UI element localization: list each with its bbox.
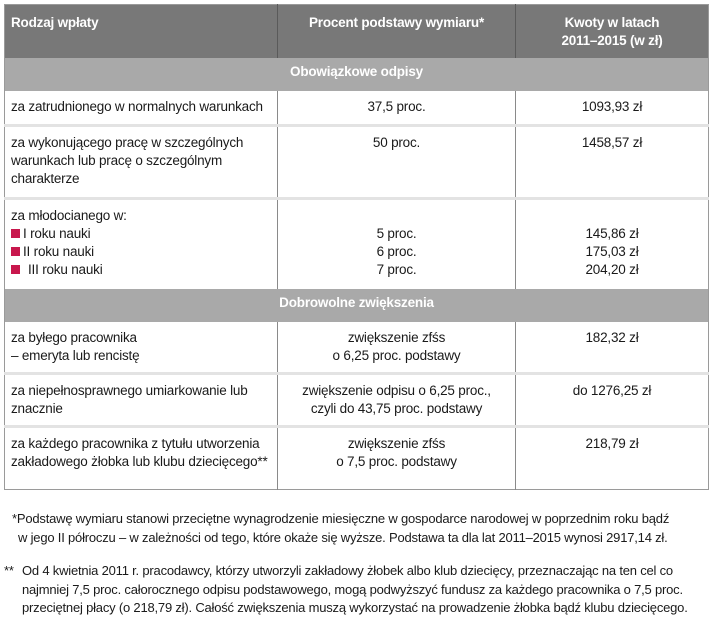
footnote-line: Od 4 kwietnia 2011 r. pracodawcy, którzy utworzyli zakładowy żłobek albo klub dziecięcy, przeznaczając na ten cel co [22,563,673,578]
row-percent: 37,5 proc. [278,91,516,126]
row-percent [278,374,516,427]
square-bullet-icon [11,265,20,274]
footnote-line: przeciętnej płacy (o 218,79 zł). Całość zwiększenia muszą wykorzystać na prowadzenie żłobka bądź klubu dziecięcego. [22,600,688,615]
sub-item-label: I roku nauki [23,226,91,241]
row-percent-line: o 6,25 proc. podstawy [332,348,461,363]
row-type-line: charakterze [11,171,80,186]
row-amount: 218,79 zł [516,427,709,490]
footnote-line: *Podstawę wymiaru stanowi przeciętne wynagrodzenie miesięczne w gospodarce narodowej w poprzednim roku bądź [12,511,670,526]
table-row [5,91,709,126]
section-row-voluntary [5,289,709,322]
row-percent-line: zwiększenie odpisu o 6,25 proc., [302,383,491,398]
row-percent [278,199,516,290]
row-type-line: za byłego pracownika [11,330,137,345]
row-type [5,322,278,374]
header-amounts [516,5,709,59]
header-contribution-type: Rodzaj wpłaty [5,5,278,59]
row-type-heading: za młodocianego w: [11,208,127,223]
row-percent: 50 proc. [278,126,516,199]
row-type: za zatrudnionego w normalnych warunkach [11,99,263,114]
header-amounts-line1: Kwoty w latach [564,15,660,30]
row-type-line: za każdego pracownika z tytułu utworzenia [11,436,260,451]
row-type-line: zakładowego żłobka lub klubu dziecięcego** [11,454,268,469]
row-type-line: znacznie [11,401,63,416]
row-type-line: za wykonującego pracę w szczególnych [11,135,244,150]
table-row [5,427,709,490]
footnote-base [12,510,702,547]
section-title: Dobrowolne zwiększenia [5,289,709,322]
sub-item-percent: 7 proc. [376,262,417,277]
table-row [5,126,709,199]
header-amounts-line2: 2011–2015 (w zł) [561,33,663,48]
row-percent-line: zwiększenie zfśs [347,436,446,451]
sub-item-amount: 204,20 zł [585,262,639,277]
row-amount: 1093,93 zł [516,91,709,126]
square-bullet-icon [11,229,20,238]
row-type-line: warunkach lub pracę o szczególnym [11,153,223,168]
footnote-line: najmniej 7,5 proc. całorocznego odpisu podstawowego, mogą podwyższyć fundusz za każdego pracownika o 7,5 proc. [22,581,683,597]
row-percent-line: czyli do 43,75 proc. podstawy [310,401,483,416]
row-type-line: za niepełnosprawnego umiarkowanie lub [11,383,248,398]
sub-item-amount: 175,03 zł [585,244,639,259]
row-type [5,427,278,490]
section-row-mandatory [5,58,709,91]
row-type [5,199,278,290]
row-percent [278,322,516,374]
row-amount: 1458,57 zł [516,126,709,199]
row-amount: 182,32 zł [516,322,709,374]
row-percent [278,427,516,490]
sub-item-amount: 145,86 zł [585,226,639,241]
row-amount: do 1276,25 zł [516,374,709,427]
row-percent-line: zwiększenie zfśs [347,330,446,345]
footnote-line: w jego II półroczu – w zależności od tego, które okaże się wyższe. Podstawa ta dla lat 2011–2015 wynosi 2917,14 zł. [18,529,668,545]
row-percent-line: o 7,5 proc. podstawy [336,454,457,469]
header-percent-base: Procent podstawy wymiaru* [278,5,516,59]
table-row [5,199,709,290]
sub-item-percent: 5 proc. [376,226,417,241]
square-bullet-icon [11,247,20,256]
table-row [5,374,709,427]
footnote-marker: ** [4,563,14,578]
row-type [5,126,278,199]
contribution-table [4,4,709,490]
sub-item-label: II roku nauki [23,244,94,259]
footnote-nursery [4,562,704,618]
row-type [5,374,278,427]
sub-item-percent: 6 proc. [376,244,417,259]
section-title: Obowiązkowe odpisy [5,58,709,91]
sub-item-label: III roku nauki [28,262,103,277]
row-amount [516,199,709,290]
table-row [5,322,709,374]
row-type-line: – emeryta lub rencistę [11,348,140,363]
table-header-row [5,5,709,59]
